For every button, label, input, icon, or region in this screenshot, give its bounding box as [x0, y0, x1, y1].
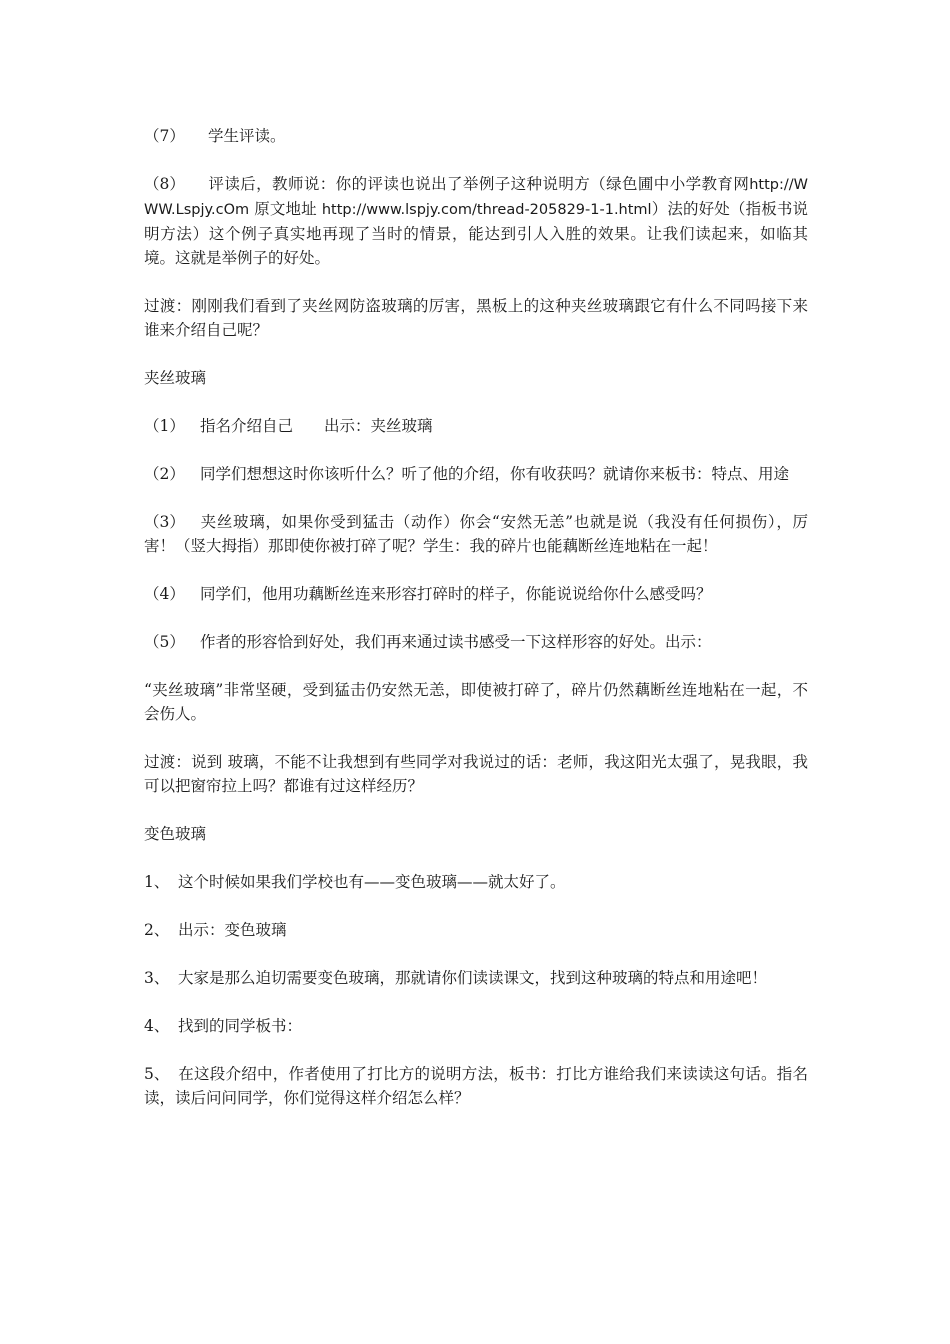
quoted-text: “夹丝玻璃”非常坚硬，受到猛击仍安然无恙，即使被打碎了，碎片仍然藕断丝连地粘在一起，不会伤人。: [144, 681, 808, 723]
step-text-before: 评读后，教师说：你的评读也说出了举例子这种说明方（绿色圃中小学教育网: [208, 175, 750, 193]
list-item-number: 3、: [144, 969, 170, 987]
sub-step-1: [144, 414, 808, 438]
sub-step-number: （5）: [144, 633, 185, 651]
list-item: [144, 918, 808, 942]
source-label: 原文地址: [249, 200, 322, 218]
sub-step-text: 同学们想想这时你该听什么？听了他的介绍，你有收获吗？就请你来板书：特点、用途: [200, 465, 790, 483]
step-number: （8）: [144, 175, 185, 193]
source-link-1[interactable]: http://WWW.Lspjy.cOm: [144, 177, 808, 218]
sub-step-4: [144, 582, 808, 606]
list-item: [144, 1062, 808, 1110]
list-item-number: 1、: [144, 873, 170, 891]
step-number: （7）: [144, 127, 185, 145]
sub-step-number: （3）: [144, 513, 185, 531]
step-8: [144, 172, 808, 270]
sub-step-text: 夹丝玻璃，如果你受到猛击（动作）你会“安然无恙”也就是说（我没有任何损伤），厉害！（竖大拇指）那即使你被打碎了呢？学生：我的碎片也能藕断丝连地粘在一起！: [144, 513, 808, 555]
list-item-text: 大家是那么迫切需要变色玻璃，那就请你们读读课文，找到这种玻璃的特点和用途吧！: [178, 969, 768, 987]
step-7: [144, 124, 808, 148]
list-item-text: 这个时候如果我们学校也有——变色玻璃——就太好了。: [178, 873, 566, 891]
step-text-after: ）法的好处（指板书说明方法）这个例子真实地再现了当时的情景，能达到引人入胜的效果。让我们读起来，如临其境。这就是举例子的好处。: [144, 200, 808, 267]
sub-step-number: （2）: [144, 465, 185, 483]
list-item-text: 出示：变色玻璃: [178, 921, 287, 939]
step-text: 学生评读。: [208, 127, 286, 145]
section-heading-photochromic-glass: 变色玻璃: [144, 825, 207, 843]
list-item-number: 2、: [144, 921, 170, 939]
list-item: [144, 1014, 808, 1038]
sub-step-2: [144, 462, 808, 486]
sub-step-text: 指名介绍自己 出示：夹丝玻璃: [200, 417, 433, 435]
list-item-text: 找到的同学板书：: [178, 1017, 303, 1035]
list-item-number: 5、: [144, 1065, 170, 1083]
transition-2: 过渡：说到 玻璃，不能不让我想到有些同学对我说过的话：老师，我这阳光太强了，晃我眼，我可以把窗帘拉上吗？都谁有过这样经历？: [144, 753, 808, 795]
list-item: [144, 966, 808, 990]
sub-step-text: 作者的形容恰到好处，我们再来通过读书感受一下这样形容的好处。出示：: [200, 633, 712, 651]
document-page: [144, 124, 808, 1134]
sub-step-3: [144, 510, 808, 558]
sub-step-5: [144, 630, 808, 654]
list-item-text: 在这段介绍中，作者使用了打比方的说明方法，板书：打比方谁给我们来读读这句话。指名读，读后问问同学，你们觉得这样介绍怎么样？: [144, 1065, 808, 1107]
transition-1: 过渡：刚刚我们看到了夹丝网防盗玻璃的厉害，黑板上的这种夹丝玻璃跟它有什么不同吗接下来谁来介绍自己呢？: [144, 297, 808, 339]
source-link-2[interactable]: http://www.lspjy.com/thread-205829-1-1.html: [321, 202, 652, 218]
list-item-number: 4、: [144, 1017, 170, 1035]
sub-step-number: （1）: [144, 417, 185, 435]
sub-step-number: （4）: [144, 585, 185, 603]
sub-step-text: 同学们，他用功藕断丝连来形容打碎时的样子，你能说说给你什么感受吗？: [200, 585, 712, 603]
list-item: [144, 870, 808, 894]
section-heading-wired-glass: 夹丝玻璃: [144, 369, 207, 387]
